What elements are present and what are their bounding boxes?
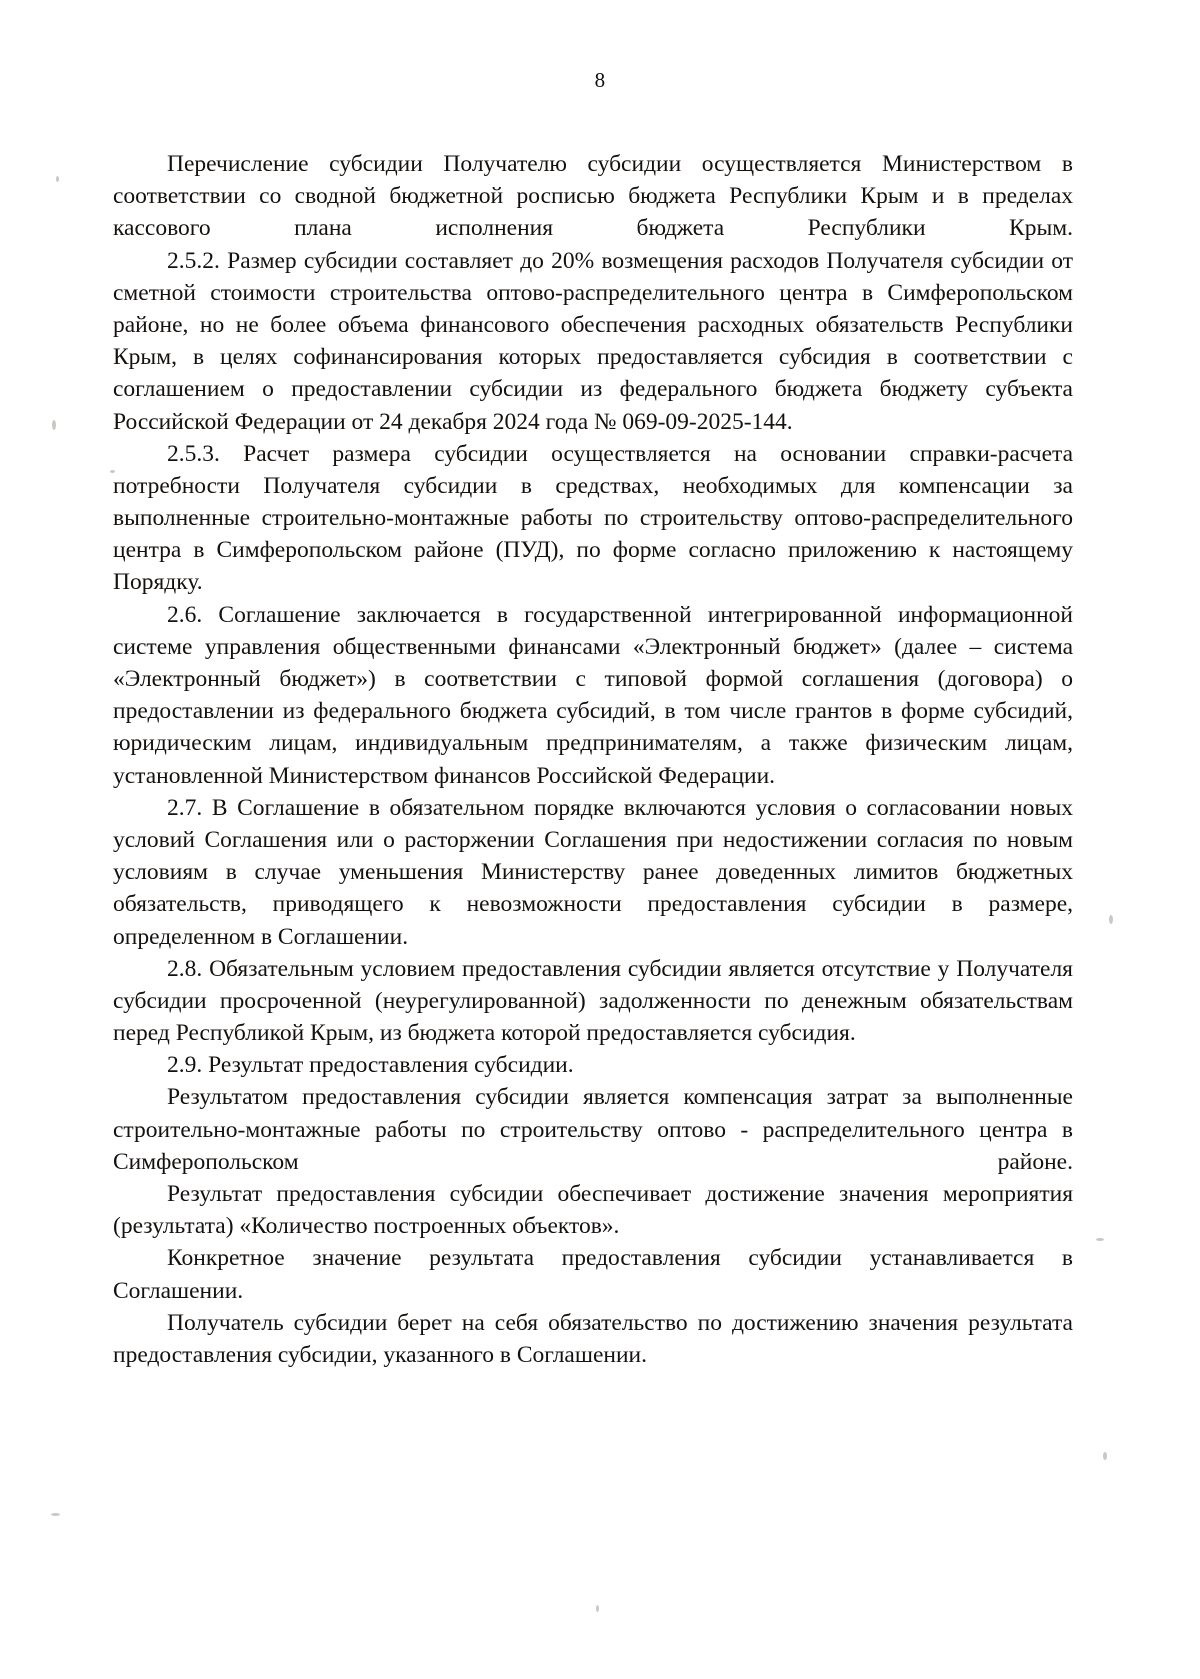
paragraph-2-9: 2.9. Результат предоставления субсидии. xyxy=(167,1052,574,1079)
paragraph-2-7: 2.7. В Соглашение в обязательном порядке включаются условия о согласовании новых условий Соглашения или о расторжении Соглашения при недостижении согласия по новым условиям в случае уменьшения Министерству ранее доведенных лимитов бюджетных обязательств, приводящего к невозможности предоставления субсидии в размере, определенном в Соглашении. xyxy=(113,794,1073,950)
scan-speck xyxy=(110,470,115,473)
paragraph-transfer: Перечисление субсидии Получателю субсидии осуществляется Министерством в соответствии со сводной бюджетной росписью бюджета Республики Крым и в пределах кассового плана исполнения бюджета Республики Крым. xyxy=(113,151,1073,242)
page-number: 8 xyxy=(594,68,606,92)
paragraph-2-5-3: 2.5.3. Расчет размера субсидии осуществляется на основании справки-расчета потребности Получателя субсидии в средствах, необходимых для компенсации за выполненные строительно-монтажные работы по строительству оптово-распределительного центра в Симферопольском районе (ПУД), по форме согласно приложению к настоящему Порядку. xyxy=(113,440,1073,596)
paragraph-2-8: 2.8. Обязательным условием предоставления субсидии является отсутствие у Получателя субсидии просроченной (неурегулированной) задолженности по денежным обязательствам перед Республикой Крым, из бюджета которой предоставляется субсидия. xyxy=(113,955,1073,1047)
document-body xyxy=(113,148,1073,1371)
scan-speck xyxy=(1103,1452,1107,1460)
paragraph-result-obligation: Получатель субсидии берет на себя обязательство по достижению значения результата предоставления субсидии, указанного в Соглашении. xyxy=(113,1309,1073,1368)
paragraph-2-5-2: 2.5.2. Размер субсидии составляет до 20% возмещения расходов Получателя субсидии от сметной стоимости строительства оптово-распределительного центра в Симферопольском районе, но не более объема финансового обеспечения расходных обязательств Республики Крым, в целях софинансирования которых предоставляется субсидия в соответствии с соглашением о предоставлении субсидии из федерального бюджета бюджету субъекта Российской Федерации от 24 декабря 2024 года № 069-09-2025-144. xyxy=(113,247,1073,435)
scan-speck xyxy=(596,1605,599,1612)
paragraph-result-scope: Результатом предоставления субсидии является компенсация затрат за выполненные строительно-монтажные работы по строительству оптово - распределительного центра в Симферопольском районе. xyxy=(113,1084,1073,1175)
paragraph-2-6: 2.6. Соглашение заключается в государственной интегрированной информационной системе управления общественными финансами «Электронный бюджет» (далее – система «Электронный бюджет») в соответствии с типовой формой соглашения (договора) о предоставлении из федерального бюджета субсидий, в том числе грантов в форме субсидий, юридическим лицам, индивидуальным предпринимателям, а также физическим лицам, установленной Министерством финансов Российской Федерации. xyxy=(113,601,1073,789)
paragraph-result-indicator: Результат предоставления субсидии обеспечивает достижение значения мероприятия (результата) «Количество построенных объектов». xyxy=(113,1181,1073,1240)
scan-speck xyxy=(52,420,56,430)
scan-speck xyxy=(1109,915,1113,924)
scan-speck xyxy=(51,1513,60,1516)
scan-speck xyxy=(56,176,59,182)
paragraph-result-value: Конкретное значение результата предоставления субсидии устанавливается в Соглашении. xyxy=(113,1245,1073,1304)
scan-speck xyxy=(1096,1238,1104,1241)
